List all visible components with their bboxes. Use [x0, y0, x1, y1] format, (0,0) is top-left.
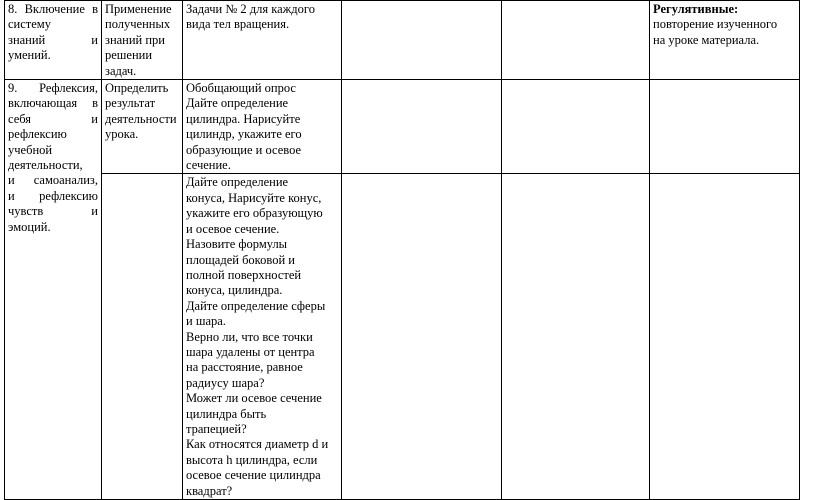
content-line: и шара. — [186, 314, 226, 329]
content-line: цилиндра быть — [186, 406, 267, 421]
stage-line: умений. — [8, 48, 51, 63]
table-row — [5, 1, 800, 80]
goal-cell — [102, 1, 183, 80]
content-line: цилиндра. Нарисуйте — [186, 111, 301, 126]
stage-line: и самоанализ, — [8, 173, 98, 188]
stage-line: учебной — [8, 142, 53, 157]
stage-line: себя и — [8, 111, 98, 126]
content-cell — [183, 174, 342, 500]
content-line: полной поверхностей — [186, 267, 302, 282]
goal-line: Определить — [105, 81, 169, 96]
uud-line: повторение изученного — [653, 17, 778, 32]
stage-line: 9. Рефлексия, — [8, 81, 98, 96]
content-line: на расстояние, равное — [186, 360, 303, 375]
goal-line: знаний при — [105, 32, 165, 47]
content-line: Задачи № 2 для каждого — [186, 2, 315, 16]
goal-line: результат — [105, 96, 156, 111]
stage-line: знаний и — [8, 32, 98, 47]
content-line: площадей боковой и — [186, 252, 295, 267]
goal-cell — [102, 80, 183, 174]
empty-cell — [502, 80, 650, 174]
content-line: и осевое сечение. — [186, 221, 280, 236]
goal-line: деятельности — [105, 111, 177, 126]
stage-line: систему — [8, 17, 51, 32]
content-line: конуса, Нарисуйте конус, — [186, 190, 322, 205]
empty-cell — [650, 80, 800, 174]
stage-line: 8. Включение в — [8, 2, 98, 16]
content-line: шара удалены от центра — [186, 344, 315, 359]
content-line: конуса, цилиндра. — [186, 283, 283, 298]
empty-cell — [502, 174, 650, 500]
goal-line: решении — [105, 48, 153, 63]
content-line: Как относятся диаметр d и — [186, 437, 329, 452]
stage-line: эмоций. — [8, 219, 51, 234]
content-line: сечение. — [186, 158, 231, 173]
uud-title: Регулятивные: — [653, 2, 739, 16]
empty-cell — [342, 80, 502, 174]
content-line: Верно ли, что все точки — [186, 329, 313, 344]
stage-cell — [5, 1, 102, 80]
content-line: Может ли осевое сечение — [186, 391, 322, 406]
content-cell — [183, 80, 342, 174]
empty-cell — [502, 1, 650, 80]
content-line: трапецией? — [186, 421, 247, 436]
content-line: вида тел вращения. — [186, 17, 290, 32]
content-cell — [183, 1, 342, 80]
content-line: Дайте определение сферы — [186, 298, 326, 313]
goal-line: задач. — [105, 63, 137, 78]
empty-cell — [342, 174, 502, 500]
stage-line: рефлексию — [8, 127, 67, 142]
content-line: осевое сечение цилиндра — [186, 468, 321, 483]
stage-line: чувств и — [8, 204, 98, 219]
empty-cell — [650, 174, 800, 500]
stage-line: включающая в — [8, 96, 98, 111]
stage-cell — [5, 80, 102, 500]
content-line: Дайте определение — [186, 96, 289, 111]
empty-cell — [342, 1, 502, 80]
uud-line: на уроке материала. — [653, 32, 760, 47]
content-line: цилиндр, укажите его — [186, 127, 302, 142]
uud-cell — [650, 1, 800, 80]
content-line: квадрат? — [186, 483, 233, 498]
stage-line: деятельности, — [8, 158, 83, 173]
goal-line: урока. — [105, 127, 139, 142]
content-line: высота h цилиндра, если — [186, 452, 318, 467]
table-row — [5, 80, 800, 174]
goal-line: Применение — [105, 2, 172, 16]
content-line: укажите его образующую — [186, 206, 323, 221]
content-line: радиусу шара? — [186, 375, 265, 390]
content-line: Дайте определение — [186, 175, 289, 190]
content-line: Обобщающий опрос — [186, 81, 296, 96]
content-line: образующие и осевое — [186, 142, 302, 157]
empty-cell — [102, 174, 183, 500]
table-row — [5, 174, 800, 500]
stage-line: и рефлексию — [8, 188, 98, 203]
goal-line: полученных — [105, 17, 171, 32]
content-line: Назовите формулы — [186, 237, 288, 252]
lesson-plan-table — [4, 0, 800, 500]
